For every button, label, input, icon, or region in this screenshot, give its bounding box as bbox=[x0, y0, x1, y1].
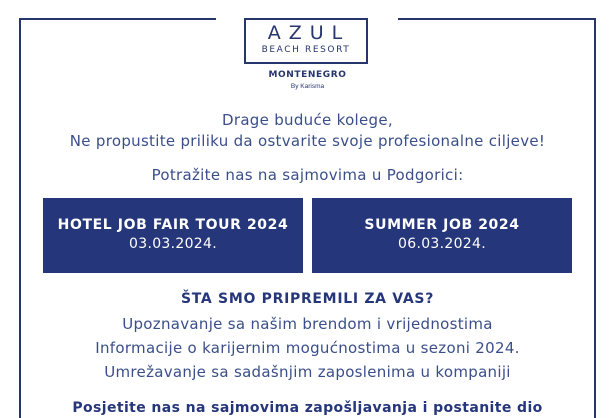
footer-call-to-action: Posjetite nas na sajmovima zapošljavanja i postanite dio bbox=[72, 400, 543, 416]
offer-item: Informacije o karijernim mogućnostima u sezoni 2024. bbox=[95, 339, 520, 357]
logo-by-line: By Karisma bbox=[290, 83, 325, 90]
logo-brand-text: AZUL bbox=[267, 22, 351, 44]
brand-logo bbox=[244, 18, 368, 64]
greeting-text: Drage buduće kolege, bbox=[222, 111, 393, 129]
event-card-summer-job bbox=[312, 198, 572, 273]
frame-top-left-line bbox=[19, 18, 216, 20]
visit-invitation: Potražite nas na sajmovima u Podgorici: bbox=[151, 166, 464, 184]
event-date: 06.03.2024. bbox=[398, 236, 486, 252]
event-name: HOTEL JOB FAIR TOUR 2024 bbox=[57, 217, 289, 233]
event-name: SUMMER JOB 2024 bbox=[364, 217, 520, 233]
frame-top-right-line bbox=[398, 18, 595, 20]
event-date: 03.03.2024. bbox=[129, 236, 217, 252]
intro-message: Ne propustite priliku da ostvarite svoje profesionalne ciljeve! bbox=[69, 132, 546, 150]
logo-country-text: MONTENEGRO bbox=[268, 70, 347, 80]
offer-heading: ŠTA SMO PRIPREMILI ZA VAS? bbox=[180, 291, 435, 307]
event-card-hotel-job-fair bbox=[43, 198, 303, 273]
logo-subtitle-text: BEACH RESORT bbox=[261, 45, 351, 55]
offer-item: Umrežavanje sa sadašnjim zaposlenima u kompaniji bbox=[104, 363, 511, 381]
offer-item: Upoznavanje sa našim brendom i vrijednostima bbox=[122, 315, 493, 333]
